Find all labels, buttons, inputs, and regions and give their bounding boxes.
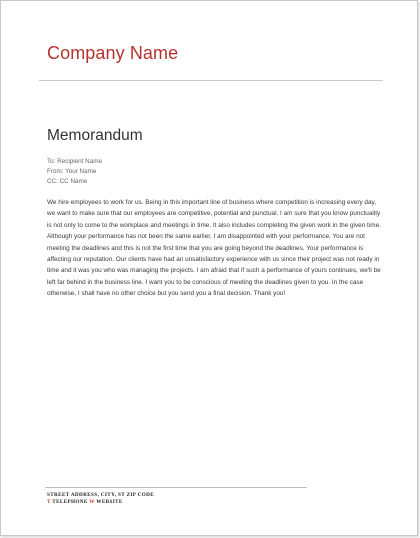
header-divider <box>39 80 383 81</box>
footer <box>47 492 154 507</box>
website-symbol: W <box>89 499 95 506</box>
telephone-symbol: T <box>47 499 51 506</box>
memo-paragraph: We hire employees to work for us. Being in this important line of business where competition is increasing every day, we want to make sure that our employees are competitive, potential and punctual. I am sure that you know punctuality is not only to come to the workplace and meetings in time. It also includes completing the given work in the given time. Although your performance has not been the same earlier, I am disappointed with your performance. You are not meeting the deadlines and this is not the first time that you are going beyond the deadlines. Your performance is affecting our reputation. Our clients have had an unsatisfactory experience with us since their project was not ready in time and it was you who was managing the projects. I am afraid that if such a performance of yours continues, we'll be left far behind in the business line. I want you to be conscious of meeting the deadlines given to you. In the case otherwise, I shall have no other choice but you send you a final decision. Thank you! <box>47 199 381 298</box>
footer-divider <box>45 487 307 488</box>
memo-from-line: From: Your Name <box>47 168 97 175</box>
footer-contact <box>47 499 154 506</box>
memo-title: Memorandum <box>47 127 143 144</box>
footer-website: WEBSITE <box>96 499 123 506</box>
memo-cc-line: CC: CC Name <box>47 178 88 185</box>
company-name: Company Name <box>47 43 179 63</box>
memo-to-line: To: Recipient Name <box>47 158 102 165</box>
memo-body <box>47 197 382 300</box>
footer-address: STREET ADDRESS, CITY, ST ZIP CODE <box>47 492 155 498</box>
footer-telephone: TELEPHONE <box>52 499 88 506</box>
memo-recipients <box>47 157 102 187</box>
